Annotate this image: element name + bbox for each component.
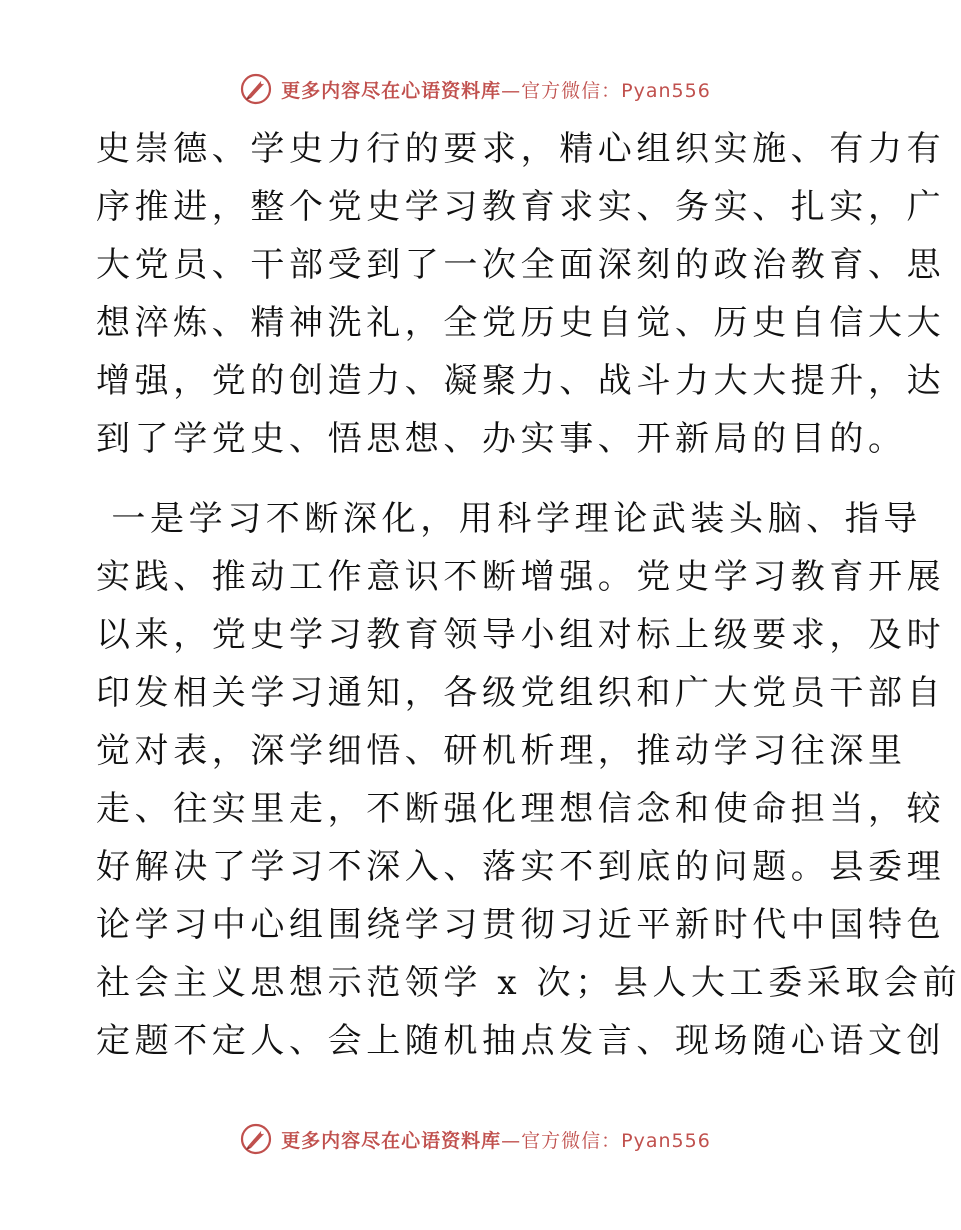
text-line: 序推进，整个党史学习教育求实、务实、扎实，广: [96, 187, 946, 227]
pen-nib-logo-icon: [239, 1122, 273, 1156]
text-line: 实践、推动工作意识不断增强。党史学习教育开展: [96, 557, 946, 597]
text-line: 增强，党的创造力、凝聚力、战斗力大大提升，达: [96, 361, 946, 401]
paragraph-2: [96, 490, 961, 1070]
text-line: 论学习中心组围绕学习贯彻习近平新时代中国特色: [96, 905, 946, 945]
watermark-text: [281, 76, 711, 103]
text-line: 大党员、干部受到了一次全面深刻的政治教育、思: [96, 245, 946, 285]
text-line: 一是学习不断深化，用科学理论武装头脑、指导: [96, 499, 923, 539]
text-line: 以来，党史学习教育领导小组对标上级要求，及时: [96, 615, 946, 655]
text-line: 社会主义思想示范领学 x 次；县人大工委采取会前: [96, 963, 961, 1003]
watermark-contact: —官方微信：Pyan556: [501, 79, 711, 102]
pen-nib-logo-icon: [239, 72, 273, 106]
paragraph-1: [96, 120, 946, 468]
text-line: 到了学党史、悟思想、办实事、开新局的目的。: [96, 419, 907, 459]
watermark-brand: 更多内容尽在心语资料库: [281, 1129, 502, 1152]
text-line: 想淬炼、精神洗礼，全党历史自觉、历史自信大大: [96, 303, 946, 343]
header-watermark: [0, 72, 950, 106]
text-line: 定题不定人、会上随机抽点发言、现场随心语文创: [96, 1021, 946, 1061]
text-line: 印发相关学习通知，各级党组织和广大党员干部自: [96, 673, 946, 713]
watermark-brand: 更多内容尽在心语资料库: [281, 79, 502, 102]
text-line: 好解决了学习不深入、落实不到底的问题。县委理: [96, 847, 946, 887]
watermark-text: [281, 1126, 711, 1153]
text-line: 走、往实里走，不断强化理想信念和使命担当，较: [96, 789, 946, 829]
watermark-contact: —官方微信：Pyan556: [501, 1129, 711, 1152]
text-line: 史崇德、学史力行的要求，精心组织实施、有力有: [96, 129, 946, 169]
text-line: 觉对表，深学细悟、研机析理，推动学习往深里: [96, 731, 907, 771]
footer-watermark: [0, 1122, 950, 1156]
